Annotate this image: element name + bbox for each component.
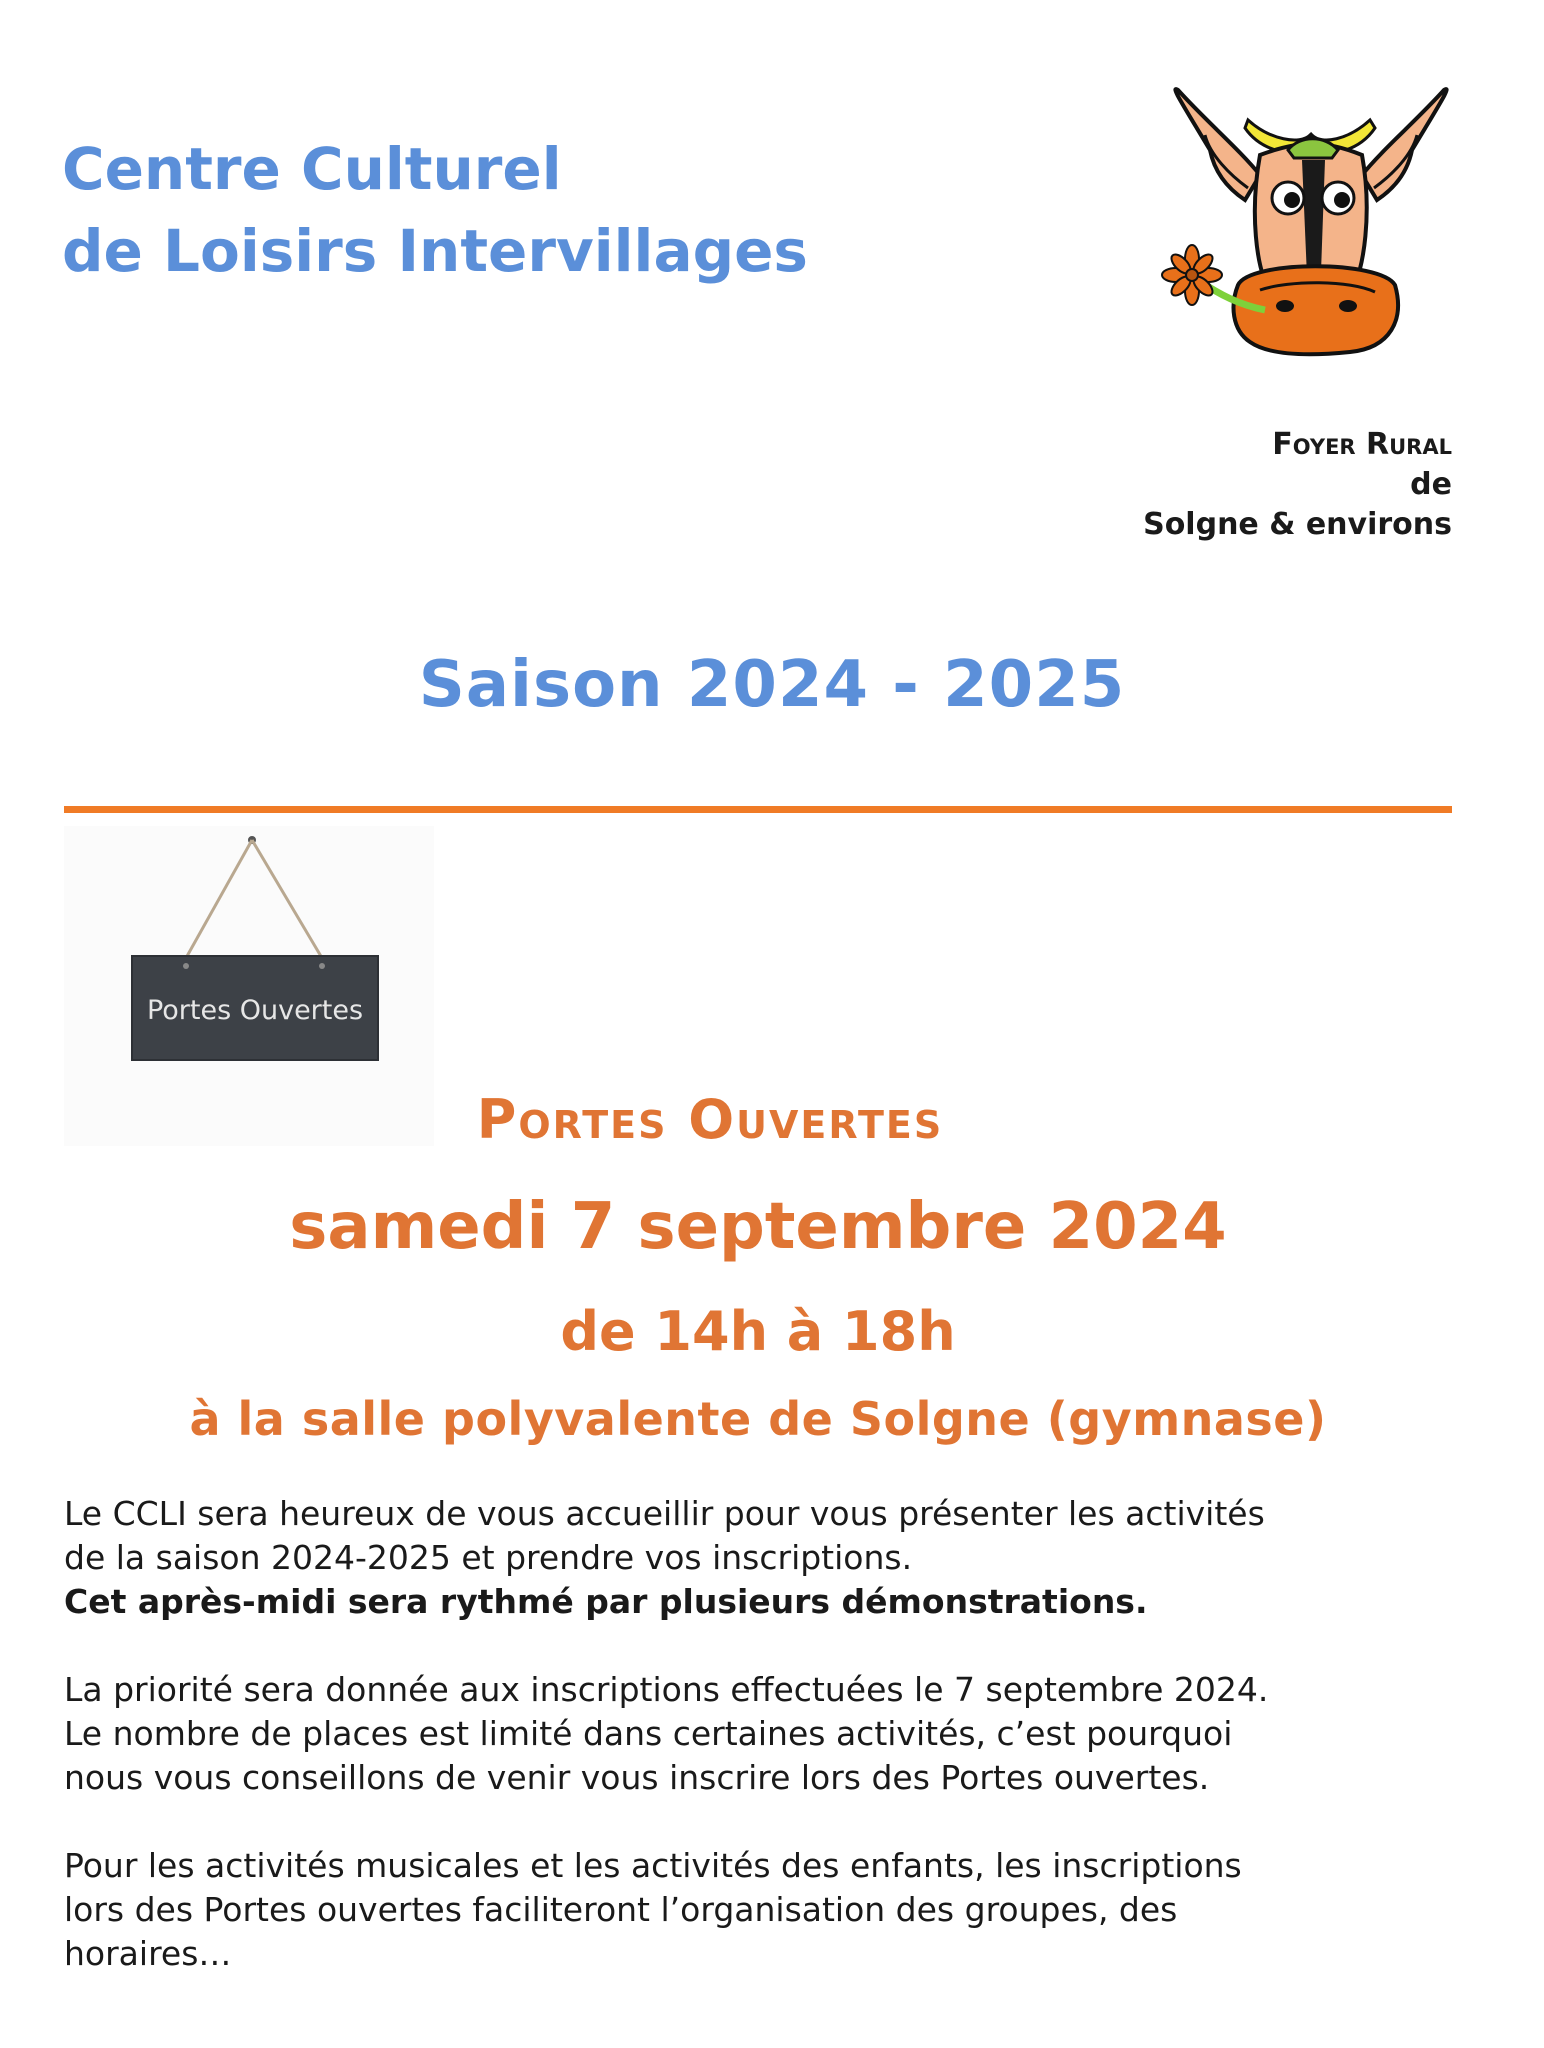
paragraph-3-line-3: horaires…	[64, 1934, 232, 1973]
paragraph-1-line-2: de la saison 2024-2025 et prendre vos inscriptions.	[64, 1538, 913, 1577]
cow-logo-icon	[1150, 80, 1470, 380]
paragraph-2	[64, 1668, 1484, 1800]
organization-title-line-1: Centre Culturel	[62, 135, 562, 203]
foyer-line-3: Solgne & environs	[1143, 507, 1452, 542]
paragraph-3-line-1: Pour les activités musicales et les activités des enfants, les inscriptions	[64, 1846, 1242, 1885]
body-text	[64, 1492, 1484, 2020]
cow-with-flower-logo	[1150, 80, 1470, 380]
foyer-line-2: de	[1410, 467, 1452, 502]
paragraph-3-line-2: lors des Portes ouvertes faciliteront l’organisation des groupes, des	[64, 1890, 1178, 1929]
sign-label: Portes Ouvertes	[146, 995, 364, 1026]
paragraph-3	[64, 1844, 1484, 1976]
season-heading: Saison 2024 - 2025	[418, 648, 1126, 722]
paragraph-2-line-1: La priorité sera donnée aux inscriptions effectuées le 7 septembre 2024.	[64, 1670, 1269, 1709]
organization-title-line-2: de Loisirs Intervillages	[62, 217, 808, 285]
event-date: samedi 7 septembre 2024	[289, 1190, 1227, 1264]
orange-divider	[64, 806, 1452, 813]
paragraph-2-line-2: Le nombre de places est limité dans certaines activités, c’est pourquoi	[64, 1714, 1233, 1753]
paragraph-2-line-3: nous vous conseillons de venir vous inscrire lors des Portes ouvertes.	[64, 1758, 1210, 1797]
paragraph-1-line-1: Le CCLI sera heureux de vous accueillir pour vous présenter les activités	[64, 1494, 1265, 1533]
event-time: de 14h à 18h	[560, 1300, 956, 1363]
foyer-line-1: Foyer Rural	[1272, 427, 1452, 462]
paragraph-1-bold-line: Cet après-midi sera rythmé par plusieurs démonstrations.	[64, 1582, 1148, 1621]
foyer-rural-block	[1143, 425, 1452, 545]
organization-title	[62, 128, 808, 292]
paragraph-1	[64, 1492, 1484, 1624]
event-title: Portes Ouvertes	[476, 1088, 944, 1151]
event-place: à la salle polyvalente de Solgne (gymnase)	[189, 1392, 1327, 1446]
